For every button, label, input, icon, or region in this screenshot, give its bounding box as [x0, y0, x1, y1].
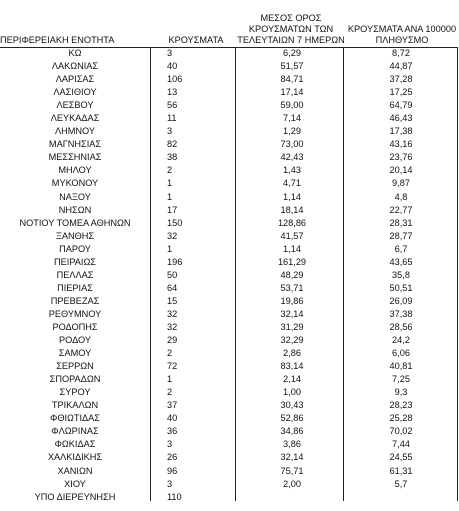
regional-unit-cell: ΛΑΚΩΝΙΑΣ [51, 61, 99, 72]
seven-day-average-cell: 19,86 [280, 295, 304, 306]
seven-day-average-cell: 3,86 [283, 439, 301, 450]
header-line: ΠΕΡΙΦΕΡΕΙΑΚΗ ΕΝΟΤΗΤΑ [0, 35, 115, 45]
table-row [0, 151, 459, 164]
regional-unit-cell: ΠΡΕΒΕΖΑΣ [50, 295, 100, 306]
seven-day-average-cell: 2,00 [283, 478, 301, 489]
cases-cell: 3 [167, 439, 173, 450]
per-100000-cell: 8,72 [392, 48, 410, 58]
per-100000-cell: 20,14 [389, 165, 413, 176]
per-100000-cell: 43,65 [389, 256, 413, 267]
cases-cell: 38 [167, 152, 178, 163]
seven-day-average-cell: 52,86 [280, 413, 304, 424]
cases-cell: 64 [167, 282, 178, 293]
cases-cell: 3 [167, 48, 173, 58]
seven-day-average-cell: 75,71 [280, 465, 304, 476]
regional-unit-cell: ΜΑΓΝΗΣΙΑΣ [48, 139, 102, 150]
header-line: ΚΡΟΥΣΜΑΤΑ [168, 35, 224, 45]
cases-cell: 29 [167, 335, 178, 346]
seven-day-average-cell: 59,00 [280, 100, 304, 111]
seven-day-average-cell: 2,14 [283, 374, 301, 385]
regional-unit-cell: ΠΕΛΛΑΣ [56, 269, 94, 280]
cases-cell: 50 [167, 269, 178, 280]
cases-cell: 106 [167, 74, 183, 85]
regional-unit-cell: ΧΑΝΙΩΝ [57, 465, 93, 476]
cases-cell: 1 [167, 178, 173, 189]
per-100000-cell: 64,79 [389, 100, 413, 111]
per-100000-cell: 5,7 [394, 478, 408, 489]
table-row [0, 86, 459, 99]
seven-day-average-cell: 1,29 [283, 126, 301, 137]
per-100000-cell: 28,77 [389, 230, 413, 241]
regional-unit-cell: ΦΛΩΡΙΝΑΣ [51, 426, 99, 437]
table-row [0, 269, 459, 282]
cases-cell: 72 [167, 361, 178, 372]
header-7day-average [234, 13, 348, 46]
cases-cell: 32 [167, 230, 178, 241]
seven-day-average-cell: 30,43 [280, 400, 304, 411]
table-row [0, 399, 459, 412]
table-body [0, 47, 459, 504]
cases-cell: 3 [167, 126, 173, 137]
per-100000-cell: 9,3 [394, 387, 408, 398]
regional-unit-cell: ΚΩ [68, 48, 82, 58]
cases-cell: 110 [167, 491, 182, 502]
header-cases [151, 35, 241, 46]
table-row [0, 282, 459, 295]
table-row [0, 138, 459, 151]
regional-unit-cell: ΡΟΔΟΠΗΣ [52, 321, 98, 332]
regional-unit-cell: ΣΥΡΟΥ [59, 387, 91, 398]
per-100000-cell: 50,51 [389, 282, 413, 293]
regional-unit-cell: ΧΑΛΚΙΔΙΚΗΣ [47, 452, 103, 463]
header-cases-per-100000 [345, 24, 459, 46]
per-100000-cell: 6,06 [392, 348, 410, 359]
regional-unit-cell: ΛΕΣΒΟΥ [56, 100, 94, 111]
table-row [0, 60, 459, 73]
per-100000-cell: 4,8 [394, 191, 408, 202]
table-row [0, 425, 459, 438]
per-100000-cell: 6,7 [394, 243, 408, 254]
seven-day-average-cell: 84,71 [280, 74, 304, 85]
per-100000-cell: 46,43 [389, 113, 413, 124]
cases-cell: 196 [167, 256, 183, 267]
regional-unit-cell: ΥΠΟ ΔΙΕΡΕΥΝΗΣΗ [34, 491, 116, 502]
header-line: ΤΕΛΕΥΤΑΙΩΝ 7 ΗΜΕΡΩΝ [237, 35, 345, 45]
regional-unit-cell: ΛΑΣΙΘΙΟΥ [53, 87, 97, 98]
table-row [0, 164, 459, 177]
table-row [0, 360, 459, 373]
cases-cell: 13 [167, 87, 178, 98]
cases-cell: 82 [167, 139, 178, 150]
table-row [0, 465, 459, 478]
regional-unit-cell: ΣΑΜΟΥ [58, 348, 92, 359]
regional-unit-cell: ΜΗΛΟΥ [58, 165, 92, 176]
seven-day-average-cell: 31,29 [280, 321, 304, 332]
per-100000-cell: 17,38 [389, 126, 413, 137]
seven-day-average-cell: 4,71 [283, 178, 301, 189]
per-100000-cell: 35,8 [392, 269, 410, 280]
regional-unit-cell: ΧΙΟΥ [64, 478, 86, 489]
regional-unit-cell: ΜΥΚΟΝΟΥ [51, 178, 99, 189]
regional-unit-cell: ΤΡΙΚΑΛΩΝ [51, 400, 99, 411]
per-100000-cell: 61,31 [389, 465, 413, 476]
seven-day-average-cell: 17,14 [280, 87, 304, 98]
seven-day-average-cell: 7,14 [283, 113, 301, 124]
per-100000-cell: 28,31 [389, 217, 413, 228]
table-row [0, 308, 459, 321]
seven-day-average-cell: 42,43 [280, 152, 304, 163]
seven-day-average-cell: 1,43 [283, 165, 301, 176]
per-100000-cell: 17,25 [389, 87, 413, 98]
per-100000-cell: 7,25 [392, 374, 410, 385]
table-row [0, 334, 459, 347]
cases-cell: 150 [167, 217, 183, 228]
per-100000-cell: 25,28 [389, 413, 413, 424]
seven-day-average-cell: 53,71 [280, 282, 304, 293]
seven-day-average-cell: 128,86 [277, 217, 307, 228]
per-100000-cell: 28,56 [389, 321, 413, 332]
table-row [0, 73, 459, 86]
regional-unit-cell: ΣΕΡΡΩΝ [56, 361, 94, 372]
cases-cell: 15 [167, 295, 178, 306]
table-row [0, 204, 459, 217]
seven-day-average-cell: 1,14 [283, 191, 301, 202]
table-row [0, 47, 459, 60]
per-100000-cell: 22,77 [389, 204, 413, 215]
regional-unit-cell: ΝΗΣΩΝ [58, 204, 92, 215]
header-line: ΚΡΟΥΣΜΑΤΑ ΑΝΑ 100000 [347, 24, 457, 34]
per-100000-cell: 43,16 [389, 139, 413, 150]
seven-day-average-cell: 41,57 [280, 230, 304, 241]
seven-day-average-cell: 34,86 [280, 426, 304, 437]
table-row [0, 478, 459, 491]
per-100000-cell: 44,87 [389, 61, 413, 72]
cases-cell: 2 [167, 348, 173, 359]
table-row [0, 491, 459, 504]
seven-day-average-cell: 18,14 [280, 204, 304, 215]
table-row [0, 125, 459, 138]
regional-unit-cell: ΜΕΣΣΗΝΙΑΣ [48, 152, 102, 163]
regional-unit-cell: ΝΑΞΟΥ [59, 191, 91, 202]
cases-cell: 17 [167, 204, 178, 215]
table-row [0, 217, 459, 230]
per-100000-cell: 26,09 [389, 295, 413, 306]
table-row [0, 347, 459, 360]
seven-day-average-cell: 32,14 [280, 308, 304, 319]
seven-day-average-cell: 51,57 [280, 61, 304, 72]
seven-day-average-cell: 6,29 [283, 48, 301, 58]
cases-cell: 36 [167, 426, 178, 437]
table-row [0, 191, 459, 204]
cases-cell: 40 [167, 413, 178, 424]
per-100000-cell: 7,44 [392, 439, 410, 450]
seven-day-average-cell: 161,29 [277, 256, 307, 267]
seven-day-average-cell: 32,14 [280, 452, 304, 463]
per-100000-cell: 24,2 [392, 335, 410, 346]
header-regional-unit [0, 35, 150, 46]
regional-unit-cell: ΡΕΘΥΜΝΟΥ [48, 308, 102, 319]
per-100000-cell: 37,38 [389, 308, 413, 319]
table-row [0, 243, 459, 256]
table-row [0, 321, 459, 334]
table-row [0, 230, 459, 243]
cases-cell: 26 [167, 452, 178, 463]
cases-cell: 11 [167, 113, 177, 124]
seven-day-average-cell: 32,29 [280, 335, 304, 346]
table-row [0, 438, 459, 451]
regional-unit-cell: ΝΟΤΙΟΥ ΤΟΜΕΑ ΑΘΗΝΩΝ [19, 217, 131, 228]
seven-day-average-cell: 83,14 [280, 361, 304, 372]
regional-unit-cell: ΛΗΜΝΟΥ [54, 126, 96, 137]
table-row [0, 177, 459, 190]
table-row [0, 451, 459, 464]
cases-cell: 96 [167, 465, 178, 476]
per-100000-cell: 23,76 [389, 152, 413, 163]
table-row [0, 412, 459, 425]
header-line: ΜΕΣΟΣ ΟΡΟΣ [260, 13, 322, 23]
per-100000-cell: 28,23 [389, 400, 413, 411]
cases-cell: 1 [167, 191, 173, 202]
header-line: ΚΡΟΥΣΜΑΤΩΝ ΤΩΝ [248, 24, 334, 34]
cases-cell: 37 [167, 400, 178, 411]
table-row [0, 373, 459, 386]
table-row [0, 295, 459, 308]
regional-unit-cell: ΠΑΡΟΥ [59, 243, 91, 254]
cases-cell: 1 [167, 243, 173, 254]
seven-day-average-cell: 48,29 [280, 269, 304, 280]
cases-cell: 1 [167, 374, 173, 385]
regional-unit-cell: ΣΠΟΡΑΔΩΝ [49, 374, 101, 385]
per-100000-cell: 70,02 [389, 426, 413, 437]
cases-cell: 32 [167, 308, 178, 319]
seven-day-average-cell: 1,14 [283, 243, 301, 254]
cases-cell: 2 [167, 387, 173, 398]
regional-unit-cell: ΦΩΚΙΔΑΣ [54, 439, 96, 450]
cases-cell: 40 [167, 61, 178, 72]
seven-day-average-cell: 1,00 [283, 387, 301, 398]
table-row [0, 112, 459, 125]
regional-unit-cell: ΛΑΡΙΣΑΣ [55, 74, 95, 85]
cases-cell: 32 [167, 321, 178, 332]
seven-day-average-cell: 2,86 [283, 348, 301, 359]
regional-unit-cell: ΛΕΥΚΑΔΑΣ [50, 113, 100, 124]
regional-unit-cell: ΠΙΕΡΙΑΣ [57, 282, 93, 293]
regional-unit-cell: ΠΕΙΡΑΙΩΣ [54, 256, 96, 267]
header-line: ΠΛΗΘΥΣΜΟ [375, 35, 429, 45]
cases-cell: 3 [167, 478, 173, 489]
cases-cell: 56 [167, 100, 178, 111]
table-row [0, 256, 459, 269]
regional-unit-cell: ΞΑΝΘΗΣ [55, 230, 95, 241]
per-100000-cell: 40,81 [389, 361, 413, 372]
per-100000-cell: 9,87 [392, 178, 410, 189]
per-100000-cell: 24,55 [389, 452, 413, 463]
table-row [0, 386, 459, 399]
regional-unit-cell: ΦΘΙΩΤΙΔΑΣ [49, 413, 100, 424]
table-row [0, 99, 459, 112]
regional-unit-cell: ΡΟΔΟΥ [58, 335, 91, 346]
per-100000-cell: 37,28 [389, 74, 413, 85]
cases-cell: 2 [167, 165, 173, 176]
seven-day-average-cell: 73,00 [280, 139, 304, 150]
